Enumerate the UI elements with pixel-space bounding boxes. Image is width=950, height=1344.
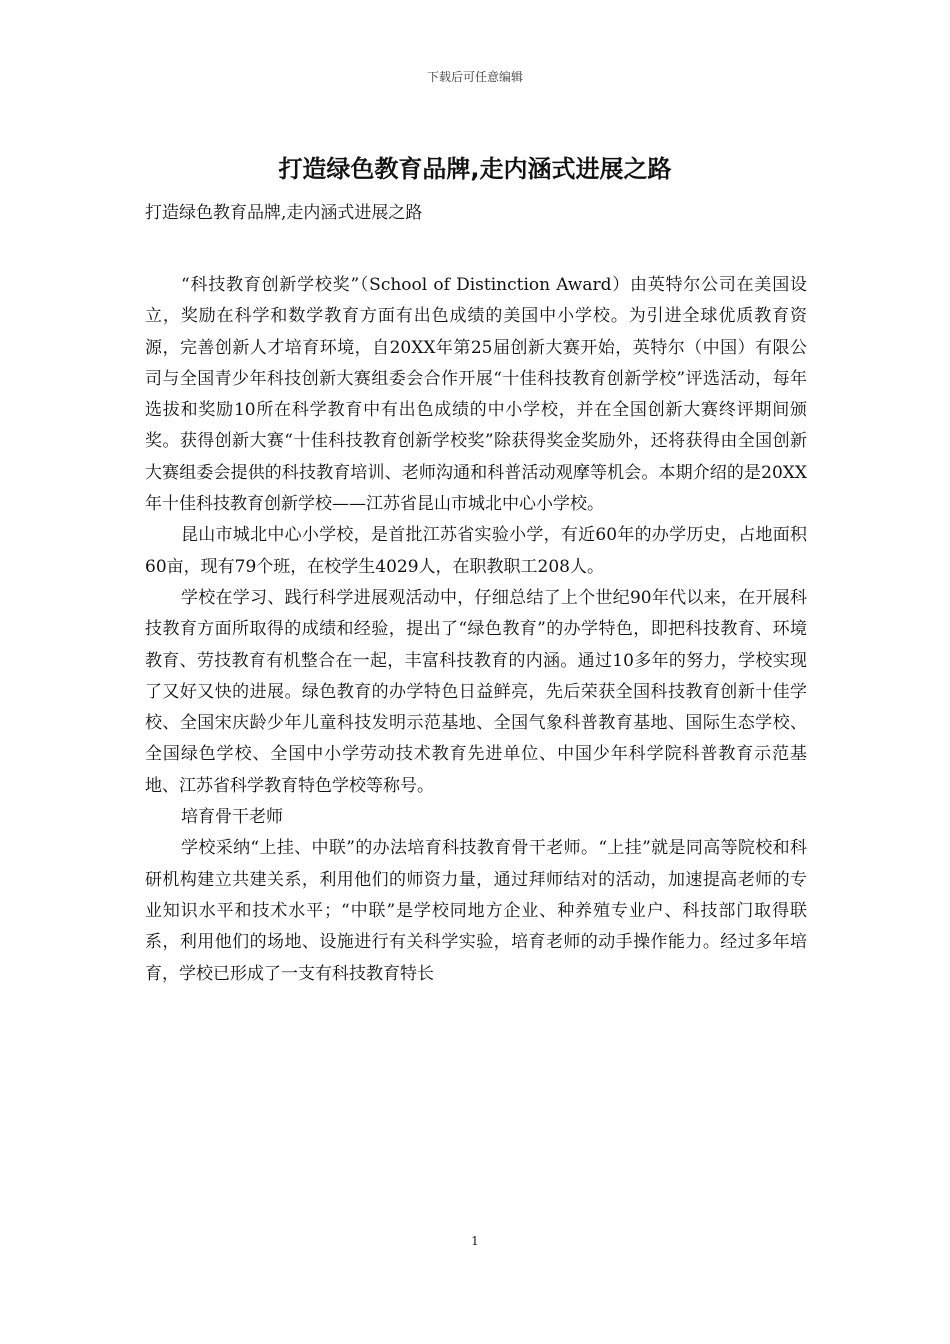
document-subtitle: 打造绿色教育品牌,走内涵式进展之路 bbox=[145, 203, 423, 223]
paragraph-green-education: 学校在学习、践行科学进展观活动中，仔细总结了上个世纪90年代以来，在开展科技教育方面所取得的成绩和经验，提出了“绿色教育”的办学特色，即把科技教育、环境教育、劳技教育有机整合在一起，丰富科技教育的内涵。通过10多年的努力，学校实现了又好又快的进展。绿色教育的办学特色日益鲜亮，先后荣获全国科技教育创新十佳学校、全国宋庆龄少年儿童科技发明示范基地、全国气象科普教育基地、国际生态学校、全国绿色学校、全国中小学劳动技术教育先进单位、中国少年科学院科普教育示范基地、江苏省科学教育特色学校等称号。 bbox=[145, 587, 807, 796]
paragraph-school-overview: 昆山市城北中心小学校，是首批江苏省实验小学，有近60年的办学历史，占地面积60亩，现有79个班，在校学生4029人，在职教职工208人。 bbox=[145, 525, 807, 577]
page-number: 1 bbox=[471, 1234, 479, 1248]
document-title: 打造绿色教育品牌,走内涵式进展之路 bbox=[278, 155, 672, 183]
paragraph-award-intro: “科技教育创新学校奖”（School of Distinction Award）由英特尔公司在美国设立，奖励在科学和数学教育方面有出色成绩的美国中小学校。为引进全球优质教育资源，完善创新人才培育环境，自20XX年第25届创新大赛开始，英特尔（中国）有限公司与全国青少年科技创新大赛组委会合作开展“十佳科技教育创新学校”评选活动，每年选拔和奖励10所在科学教育中有出色成绩的中小学校，并在全国创新大赛终评期间颁奖。获得创新大赛“十佳科技教育创新学校奖”除获得奖金奖励外，还将获得由全国创新大赛组委会提供的科技教育培训、老师沟通和科普活动观摩等机会。本期介绍的是20XX年十佳科技教育创新学校——江苏省昆山市城北中心小学校。 bbox=[145, 275, 807, 515]
paragraph-teacher-training: 学校采纳“上挂、中联”的办法培育科技教育骨干老师。“上挂”就是同高等院校和科研机构建立共建关系，利用他们的师资力量，通过拜师结对的活动，加速提高老师的专业知识水平和技术水平；“中联”是学校同地方企业、种养殖专业户、科技部门取得联系，利用他们的场地、设施进行有关科学实验，培育老师的动手操作能力。经过多年培育，学校已形成了一支有科技教育特长 bbox=[145, 838, 807, 984]
header-note: 下载后可任意编辑 bbox=[426, 70, 523, 84]
section-heading-teacher-training: 培育骨干老师 bbox=[181, 807, 283, 828]
document-body bbox=[145, 270, 807, 990]
